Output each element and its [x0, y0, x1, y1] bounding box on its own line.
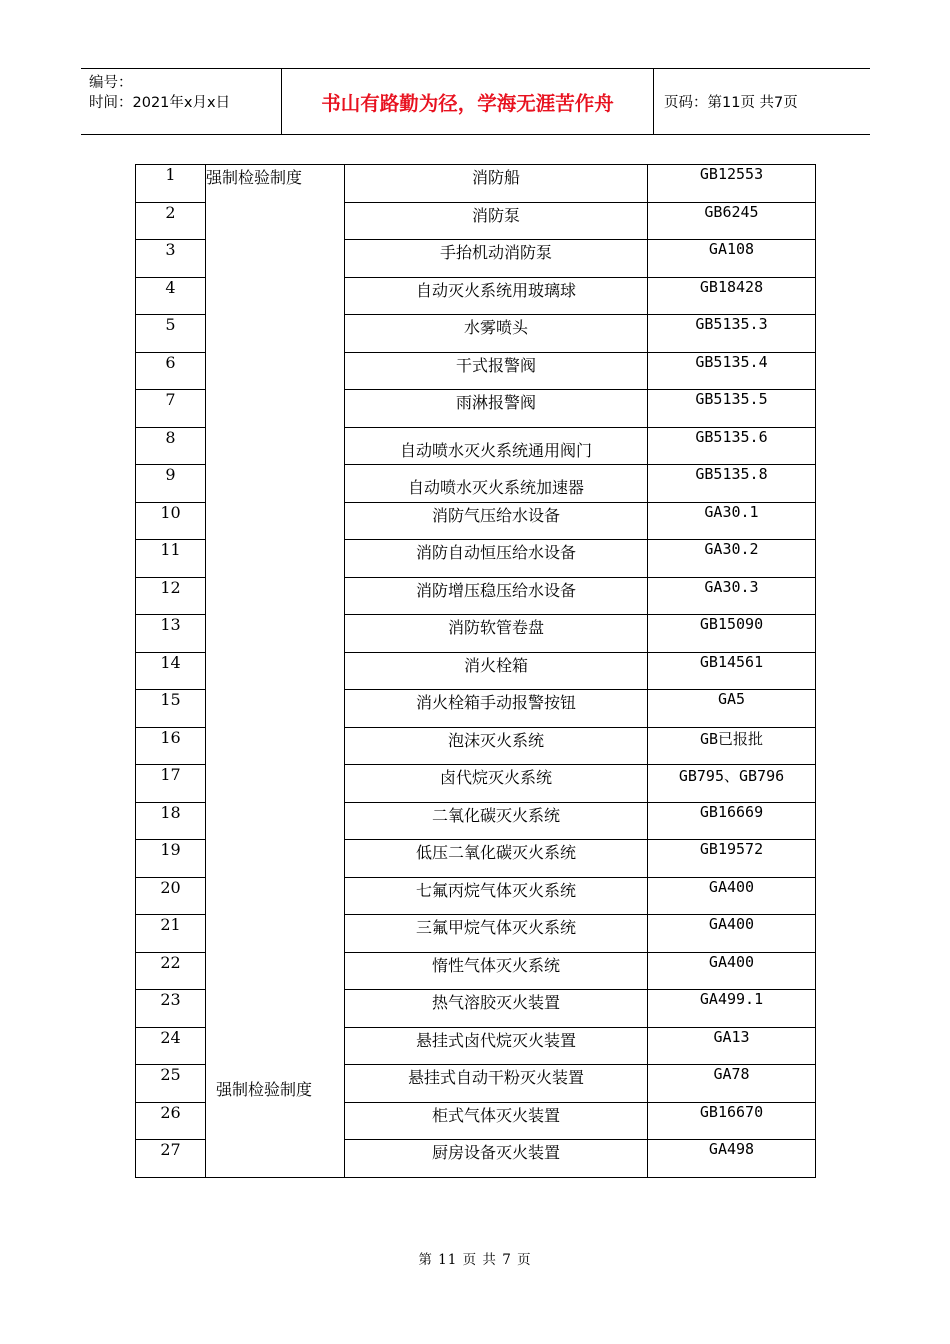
row-number: 5: [136, 315, 206, 353]
product-name: 手抬机动消防泵: [345, 240, 648, 278]
row-number: 21: [136, 915, 206, 953]
standard-code: GA499.1: [648, 990, 816, 1028]
product-name: 三氟甲烷气体灭火系统: [345, 915, 648, 953]
row-number: 9: [136, 465, 206, 503]
standard-code: GA108: [648, 240, 816, 278]
standard-code: GA30.2: [648, 540, 816, 578]
product-name: 自动灭火系统用玻璃球: [345, 277, 648, 315]
standard-code: GB5135.3: [648, 315, 816, 353]
row-number: 17: [136, 765, 206, 803]
product-name: 消防自动恒压给水设备: [345, 540, 648, 578]
row-number: 12: [136, 577, 206, 615]
product-name: 雨淋报警阀: [345, 390, 648, 428]
row-number: 25: [136, 1065, 206, 1103]
row-number: 16: [136, 727, 206, 765]
product-name: 泡沫灭火系统: [345, 727, 648, 765]
product-name: 二氧化碳灭火系统: [345, 802, 648, 840]
product-name: 干式报警阀: [345, 352, 648, 390]
row-number: 6: [136, 352, 206, 390]
row-number: 10: [136, 502, 206, 540]
product-name: 消火栓箱手动报警按钮: [345, 690, 648, 728]
standard-code: GA400: [648, 952, 816, 990]
standard-code: GB15090: [648, 615, 816, 653]
product-name: 消火栓箱: [345, 652, 648, 690]
standard-code: GA13: [648, 1027, 816, 1065]
document-id-label: 编号：: [89, 75, 133, 91]
standard-code: GB795、GB796: [648, 765, 816, 803]
row-number: 27: [136, 1140, 206, 1178]
row-number: 14: [136, 652, 206, 690]
standard-code: GA5: [648, 690, 816, 728]
product-name: 低压二氧化碳灭火系统: [345, 840, 648, 878]
header-page-info: 页码：第11页 共7页: [664, 95, 798, 111]
row-number: 20: [136, 877, 206, 915]
standard-code: GB6245: [648, 202, 816, 240]
product-name: 厨房设备灭火装置: [345, 1140, 648, 1178]
product-name: 热气溶胶灭火装置: [345, 990, 648, 1028]
row-number: 22: [136, 952, 206, 990]
row-number: 13: [136, 615, 206, 653]
row-number: 3: [136, 240, 206, 278]
standard-code: GB5135.8: [648, 465, 816, 503]
product-name: 消防增压稳压给水设备: [345, 577, 648, 615]
page-header: [81, 68, 870, 135]
category-label-repeat: 强制检验制度: [216, 1080, 313, 1099]
standard-code: GB12553: [648, 165, 816, 203]
row-number: 8: [136, 427, 206, 465]
product-name: 自动喷水灭火系统通用阀门: [345, 427, 648, 465]
row-number: 26: [136, 1102, 206, 1140]
product-name: 悬挂式卤代烷灭火装置: [345, 1027, 648, 1065]
standard-code: GA30.3: [648, 577, 816, 615]
product-name: 卤代烷灭火系统: [345, 765, 648, 803]
product-name: 悬挂式自动干粉灭火装置: [345, 1065, 648, 1103]
product-name: 消防软管卷盘: [345, 615, 648, 653]
standard-code: GB5135.4: [648, 352, 816, 390]
product-name: 惰性气体灭火系统: [345, 952, 648, 990]
document-date: 时间：2021年x月x日: [89, 95, 231, 111]
row-number: 24: [136, 1027, 206, 1065]
row-number: 11: [136, 540, 206, 578]
category-label: 强制检验制度: [206, 168, 303, 187]
standard-code: GA30.1: [648, 502, 816, 540]
standard-code: GA498: [648, 1140, 816, 1178]
standard-code: GA78: [648, 1065, 816, 1103]
standard-code: GA400: [648, 915, 816, 953]
product-name: 消防气压给水设备: [345, 502, 648, 540]
page-footer: 第 11 页 共 7 页: [418, 1252, 532, 1268]
category-cell: [206, 165, 345, 1178]
standard-code: GB已报批: [648, 727, 816, 765]
header-motto: 书山有路勤为径，学海无涯苦作舟: [282, 69, 654, 134]
product-name: 消防泵: [345, 202, 648, 240]
standard-code: GB5135.5: [648, 390, 816, 428]
row-number: 18: [136, 802, 206, 840]
standard-code: GB16670: [648, 1102, 816, 1140]
product-name: 柜式气体灭火装置: [345, 1102, 648, 1140]
standard-code: GB14561: [648, 652, 816, 690]
product-name: 消防船: [345, 165, 648, 203]
product-name: 水雾喷头: [345, 315, 648, 353]
standard-code: GB5135.6: [648, 427, 816, 465]
standard-code: GB16669: [648, 802, 816, 840]
header-meta: [81, 69, 282, 134]
standard-code: GA400: [648, 877, 816, 915]
row-number: 15: [136, 690, 206, 728]
table-row: [136, 165, 816, 203]
product-name: 自动喷水灭火系统加速器: [345, 465, 648, 503]
row-number: 7: [136, 390, 206, 428]
row-number: 19: [136, 840, 206, 878]
product-name: 七氟丙烷气体灭火系统: [345, 877, 648, 915]
row-number: 2: [136, 202, 206, 240]
standard-code: GB18428: [648, 277, 816, 315]
row-number: 4: [136, 277, 206, 315]
row-number: 23: [136, 990, 206, 1028]
row-number: 1: [136, 165, 206, 203]
standards-table: [135, 164, 816, 1178]
standard-code: GB19572: [648, 840, 816, 878]
